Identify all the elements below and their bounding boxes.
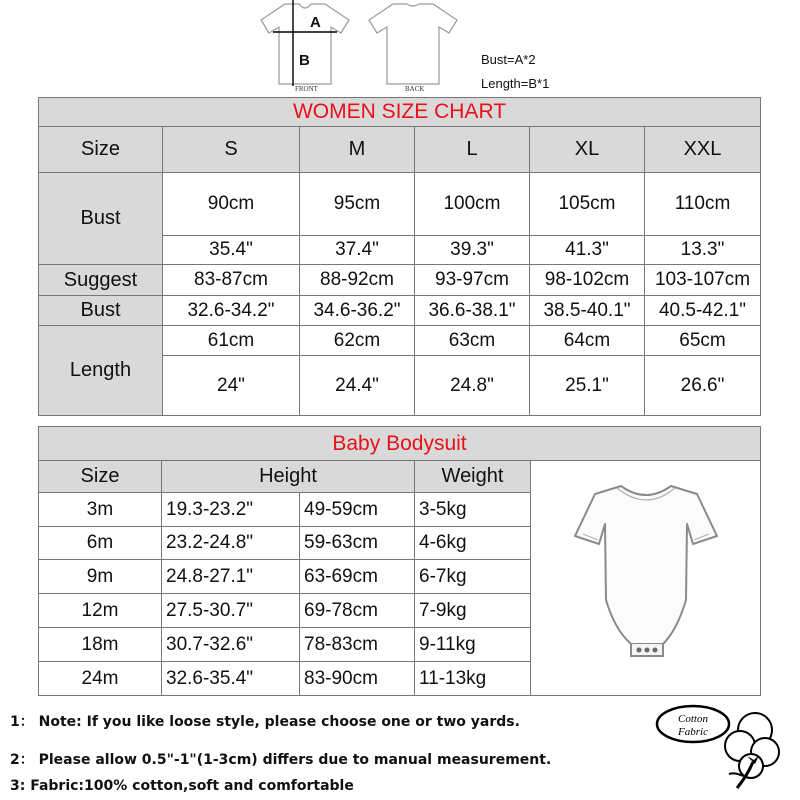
note-1: 1： Note: If you like loose style, please choose one or two yards.: [10, 714, 520, 730]
snap-button-icon: [636, 648, 641, 653]
baby-height-in-cell: 32.6-35.4": [162, 662, 300, 696]
baby-size-header: Size: [39, 461, 162, 493]
suggest-in-cell: 38.5-40.1": [530, 296, 645, 326]
baby-height-cm-cell: 49-59cm: [300, 493, 415, 527]
length-in-cell: 25.1": [530, 356, 645, 416]
snap-button-icon: [652, 648, 657, 653]
suggest-in-cell: 36.6-38.1": [415, 296, 530, 326]
length-cm-cell: 65cm: [645, 326, 761, 356]
baby-weight-cell: 3-5kg: [415, 493, 531, 527]
suggest-in-cell: 32.6-34.2": [163, 296, 300, 326]
women-size-chart: [38, 97, 761, 416]
size-col-l: L: [415, 127, 530, 173]
note-2: 2： Please allow 0.5"-1"(1-3cm) differs due to manual measurement.: [10, 752, 552, 768]
formula-length: Length=B*1: [481, 76, 550, 91]
back-tshirt-icon: [363, 0, 463, 86]
length-cm-cell: 63cm: [415, 326, 530, 356]
marker-a: A: [310, 14, 321, 31]
baby-height-cm-cell: 63-69cm: [300, 560, 415, 594]
women-chart-title-cell: [39, 98, 761, 127]
snap-button-icon: [644, 648, 649, 653]
note-3: 3: Fabric:100% cotton,soft and comfortable: [10, 778, 354, 794]
measurement-diagram: [255, 0, 575, 96]
length-in-cell: 24.8": [415, 356, 530, 416]
baby-height-cm-cell: 83-90cm: [300, 662, 415, 696]
baby-weight-cell: 11-13kg: [415, 662, 531, 696]
size-col-xl: XL: [530, 127, 645, 173]
baby-height-in-cell: 19.3-23.2": [162, 493, 300, 527]
baby-height-cm-cell: 59-63cm: [300, 527, 415, 560]
baby-size-cell: 6m: [39, 527, 162, 560]
size-col-s: S: [163, 127, 300, 173]
bodysuit-image-cell: [531, 461, 761, 696]
marker-b: B: [299, 52, 310, 69]
length-cm-cell: 61cm: [163, 326, 300, 356]
length-label: Length: [39, 326, 163, 416]
bust-cm-cell: 105cm: [530, 173, 645, 236]
size-col-m: M: [300, 127, 415, 173]
suggest-cm-cell: 83-87cm: [163, 265, 300, 296]
baby-height-in-cell: 23.2-24.8": [162, 527, 300, 560]
bust-in-cell: 41.3": [530, 236, 645, 265]
bust-in-cell: 35.4": [163, 236, 300, 265]
length-cm-cell: 62cm: [300, 326, 415, 356]
suggest-in-cell: 34.6-36.2": [300, 296, 415, 326]
bust-cm-cell: 90cm: [163, 173, 300, 236]
badge-line2: Fabric: [678, 726, 708, 738]
baby-weight-cell: 9-11kg: [415, 628, 531, 662]
suggest-in-cell: 40.5-42.1": [645, 296, 761, 326]
length-in-cell: 26.6": [645, 356, 761, 416]
suggest-cm-cell: 103-107cm: [645, 265, 761, 296]
baby-bodysuit-chart: [38, 426, 761, 696]
baby-height-cm-cell: 78-83cm: [300, 628, 415, 662]
size-col-xxl: XXL: [645, 127, 761, 173]
baby-size-cell: 3m: [39, 493, 162, 527]
bust-in-cell: 39.3": [415, 236, 530, 265]
baby-weight-cell: 6-7kg: [415, 560, 531, 594]
baby-height-cm-cell: 69-78cm: [300, 594, 415, 628]
baby-size-cell: 12m: [39, 594, 162, 628]
baby-size-cell: 9m: [39, 560, 162, 594]
baby-height-in-cell: 24.8-27.1": [162, 560, 300, 594]
bust-cm-cell: 110cm: [645, 173, 761, 236]
bust-in-cell: 13.3": [645, 236, 761, 265]
suggest-label-line1: Suggest: [39, 265, 163, 296]
baby-size-cell: 24m: [39, 662, 162, 696]
suggest-cm-cell: 88-92cm: [300, 265, 415, 296]
baby-height-header: Height: [162, 461, 415, 493]
length-cm-cell: 64cm: [530, 326, 645, 356]
length-in-cell: 24": [163, 356, 300, 416]
baby-bodysuit-icon: [571, 478, 721, 678]
baby-chart-title: Baby Bodysuit: [332, 431, 467, 455]
bust-cm-cell: 95cm: [300, 173, 415, 236]
baby-chart-title-cell: [39, 427, 761, 461]
baby-weight-cell: 7-9kg: [415, 594, 531, 628]
suggest-label-line2: Bust: [39, 296, 163, 326]
bust-label: Bust: [39, 173, 163, 265]
front-tshirt-icon: [255, 0, 355, 86]
length-in-cell: 24.4": [300, 356, 415, 416]
badge-line1: Cotton: [678, 713, 708, 725]
baby-weight-cell: 4-6kg: [415, 527, 531, 560]
back-label: BACK: [405, 85, 425, 93]
suggest-cm-cell: 93-97cm: [415, 265, 530, 296]
front-label: FRONT: [295, 85, 318, 93]
bust-cm-cell: 100cm: [415, 173, 530, 236]
formula-bust: Bust=A*2: [481, 52, 536, 67]
suggest-cm-cell: 98-102cm: [530, 265, 645, 296]
baby-height-in-cell: 27.5-30.7": [162, 594, 300, 628]
women-chart-title: WOMEN SIZE CHART: [292, 100, 507, 123]
baby-height-in-cell: 30.7-32.6": [162, 628, 300, 662]
baby-size-cell: 18m: [39, 628, 162, 662]
size-header: Size: [39, 127, 163, 173]
bust-in-cell: 37.4": [300, 236, 415, 265]
cotton-fabric-badge-icon: [655, 700, 785, 790]
baby-weight-header: Weight: [415, 461, 531, 493]
